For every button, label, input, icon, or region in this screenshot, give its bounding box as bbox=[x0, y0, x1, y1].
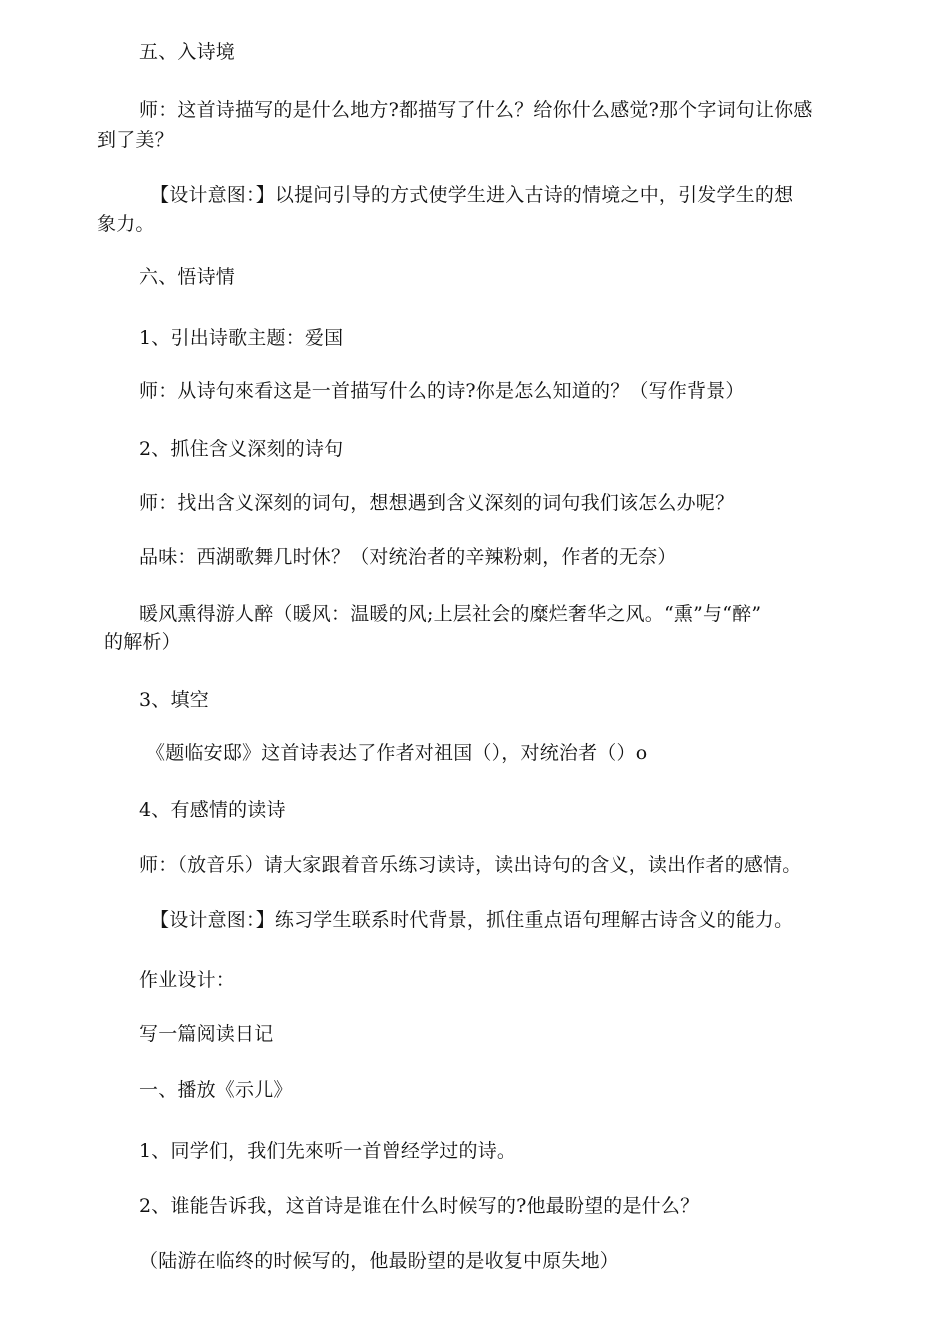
design-intent-2: 【设计意图：】练习学生联系时代背景，抓住重点语句理解古诗含义的能力。 bbox=[150, 909, 794, 931]
appreciation-line: 品味：西湖歌舞几时休？（对统治者的辛辣粉刺，作者的无奈） bbox=[139, 546, 677, 568]
item-3-heading: 3、填空 bbox=[139, 689, 209, 711]
section-heading-5: 五、入诗境 bbox=[139, 41, 236, 63]
design-intent-line-2: 象力。 bbox=[97, 213, 155, 235]
item-1-heading: 1、引出诗歌主题：爱国 bbox=[139, 327, 344, 349]
item-1-question: 师：从诗句來看这是一首描写什么的诗?你是怎么知道的？（写作背景） bbox=[139, 380, 745, 402]
section-heading-6: 六、悟诗情 bbox=[139, 266, 236, 288]
step-1: 1、同学们，我们先來听一首曾经学过的诗。 bbox=[139, 1140, 517, 1162]
analysis-line-2: 的解析） bbox=[104, 631, 181, 653]
teacher-question-line-1: 师：这首诗描写的是什么地方?都描写了什么？给你什么感觉?那个字词句让你感 bbox=[139, 99, 813, 121]
item-4-heading: 4、有感情的读诗 bbox=[139, 799, 286, 821]
item-2-heading: 2、抓住含义深刻的诗句 bbox=[139, 438, 344, 460]
fill-blank-line: 《题临安邸》这首诗表达了作者对祖国（），对统治者（）o bbox=[146, 742, 648, 764]
answer-note: （陆游在临终的时候写的，他最盼望的是收复中原失地） bbox=[139, 1250, 620, 1272]
teacher-question-line-2: 到了美？ bbox=[97, 129, 174, 151]
item-2-question: 师：找出含义深刻的词句，想想遇到含义深刻的词句我们该怎么办呢？ bbox=[139, 492, 735, 514]
step-2: 2、谁能告诉我，这首诗是谁在什么时候写的?他最盼望的是什么？ bbox=[139, 1195, 700, 1217]
reading-instruction: 师：（放音乐）请大家跟着音乐练习读诗，读出诗句的含义，读出作者的感情。 bbox=[139, 854, 802, 876]
design-intent-line-1: 【设计意图：】以提问引导的方式使学生进入古诗的情境之中，引发学生的想 bbox=[150, 184, 794, 206]
homework-task: 写一篇阅读日记 bbox=[139, 1023, 274, 1045]
section-heading-1: 一、播放《示儿》 bbox=[139, 1079, 293, 1101]
analysis-line-1: 暖风熏得游人醉（暖风：温暖的风;上层社会的糜烂奢华之风。“熏”与“醉” bbox=[139, 603, 762, 625]
homework-heading: 作业设计： bbox=[139, 969, 236, 991]
